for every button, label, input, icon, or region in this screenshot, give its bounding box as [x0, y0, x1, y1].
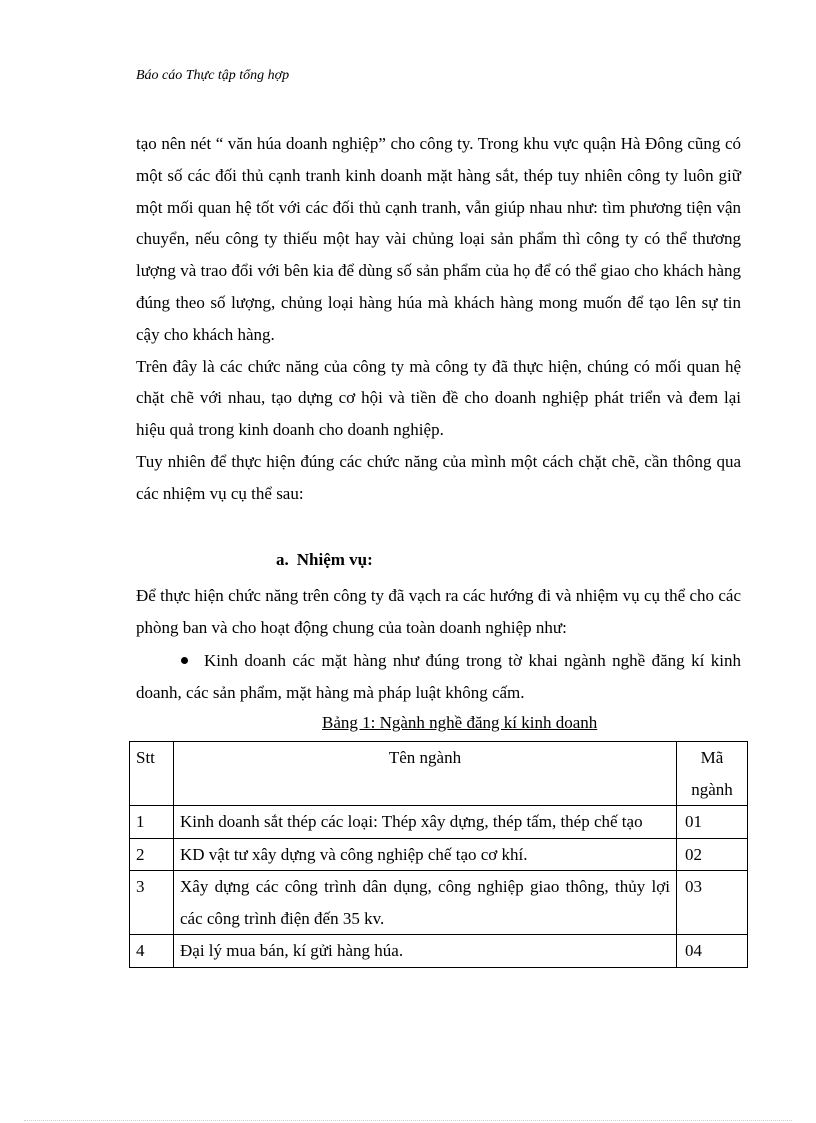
cell-stt: 1 [130, 806, 174, 839]
table-row [130, 935, 748, 968]
page-header: Báo cáo Thực tập tổng hợp [136, 68, 290, 83]
section-heading [276, 550, 373, 570]
table-row [130, 838, 748, 871]
section-title: Nhiệm vụ: [296, 550, 373, 569]
bullet-text: Kinh doanh các mặt hàng như đúng trong tờ khai ngành nghề đăng kí kinh doanh, các sản phẩm, mặt hàng mà pháp luật không cấm. [136, 651, 741, 702]
body-text [136, 128, 741, 510]
cell-code: 04 [677, 935, 748, 968]
cell-code: 03 [677, 871, 748, 935]
paragraph: tạo nên nét “ văn húa doanh nghiệp” cho công ty. Trong khu vực quận Hà Đông cũng có một số các đối thủ cạnh tranh kinh doanh mặt hàng sắt, thép tuy nhiên công ty luôn giữ một mối quan hệ tốt với các đối thủ cạnh tranh, vẫn giúp nhau như: tìm phương tiện vận chuyển, nếu công ty thiếu một hay vài chủng loại sản phẩm thì công ty có thể thương lượng và trao đổi với bên kia để dùng số sản phẩm của họ để có thể giao cho khách hàng đúng theo số lượng, chủng loại hàng húa mà khách hàng mong muốn để tạo lên sự tin cậy cho khách hàng. [136, 134, 741, 344]
cell-stt: 4 [130, 935, 174, 968]
cell-name: KD vật tư xây dựng và công nghiệp chế tạo cơ khí. [174, 838, 677, 871]
bullet-item [136, 645, 741, 709]
header-code: Mã ngành [677, 742, 748, 806]
cell-code: 01 [677, 806, 748, 839]
cell-code: 02 [677, 838, 748, 871]
table-row [130, 871, 748, 935]
cell-stt: 2 [130, 838, 174, 871]
table-caption: Bảng 1: Ngành nghề đăng kí kinh doanh [322, 713, 598, 732]
table-header-row [130, 742, 748, 806]
intro-paragraph: Để thực hiện chức năng trên công ty đã vạch ra các hướng đi và nhiệm vụ cụ thể cho các phòng ban và cho hoạt động chung của toàn doanh nghiệp như: [136, 586, 741, 637]
paragraph: Tuy nhiên để thực hiện đúng các chức năng của mình một cách chặt chẽ, cần thông qua các nhiệm vụ cụ thể sau: [136, 451, 741, 503]
page-bottom-divider [24, 1120, 792, 1121]
paragraph: Trên đây là các chức năng của công ty mà công ty đã thực hiện, chúng có mối quan hệ chặt chẽ với nhau, tạo dựng cơ hội và tiền đề cho doanh nghiệp phát triển và đem lại hiệu quả trong kinh doanh cho doanh nghiệp. [136, 356, 741, 440]
business-registration-table [129, 741, 748, 968]
header-name: Tên ngành [174, 742, 677, 806]
cell-name: Kinh doanh sắt thép các loại: Thép xây dựng, thép tấm, thép chế tạo [174, 806, 677, 839]
cell-stt: 3 [130, 871, 174, 935]
table-row [130, 806, 748, 839]
cell-name: Đại lý mua bán, kí gửi hàng húa. [174, 935, 677, 968]
header-stt: Stt [130, 742, 174, 806]
bullet-icon [181, 657, 188, 664]
section-number: a. [276, 550, 289, 569]
cell-name: Xây dựng các công trình dân dụng, công nghiệp giao thông, thủy lợi các công trình điện đến 35 kv. [174, 871, 677, 935]
